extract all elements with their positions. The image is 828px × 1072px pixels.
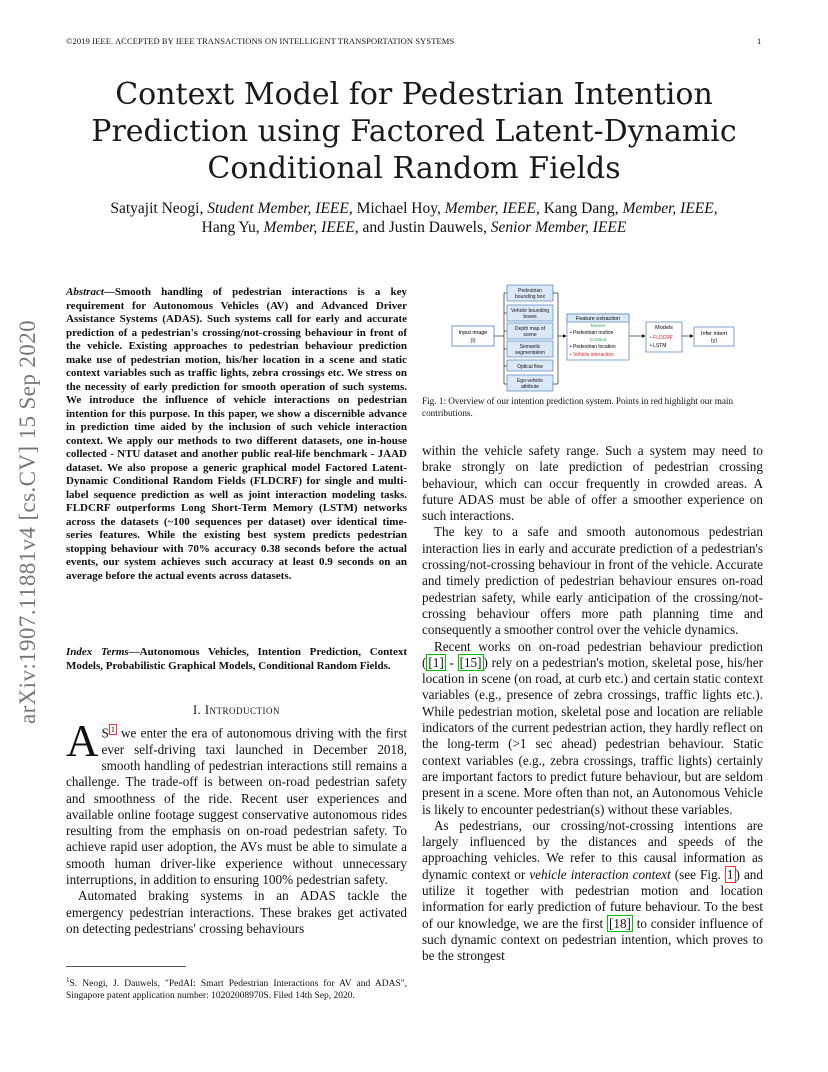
author-name: Michael Hoy, [352, 200, 445, 217]
box-text: boxes [523, 314, 537, 320]
box-text: Semantic [519, 344, 541, 350]
box-text: scene [523, 332, 537, 338]
intro-paragraph-2: Automated braking systems in an ADAS tackle the emergency pedestrian interactions. These brakes get activated on detecting pedestrians' crossing behaviours [66, 888, 407, 936]
section-heading [66, 703, 407, 718]
model-item-2: • LSTM [650, 343, 667, 349]
model-item-1: • FLDCRF [650, 335, 673, 341]
right-paragraph-3 [422, 639, 763, 818]
box-text: attribute [520, 384, 540, 390]
text-run: ) rely on a pedestrian's motion, skeletal pose, his/her location in scene (on road, at curb etc.) and certain static context variables (e.g., presence of zebra crossings, traffic lights etc.). While pedestrian motion, skeletal pose and location are reliable indicators of the current pedestrian action, they hardly reflect on the long-term (>1 sec ahead) pedestrian behaviour. Static context variables (e.g., zebra crossings, traffic lights) certainly are important factors to predict future behaviour, but are seldom present in a scene. More often than not, an Autonomous Vehicle is likely to encounter pedestrian(s) without these variables. [422, 654, 763, 817]
intro-body [66, 716, 407, 937]
page-number: 1 [757, 36, 762, 46]
intro-paragraph-1 [66, 716, 407, 888]
box-text: Depth map of [514, 326, 546, 332]
author-role: Member, IEEE, [263, 219, 359, 236]
box-text: Pedestrian [518, 288, 542, 294]
author-role: Member, IEEE, [622, 200, 718, 217]
infer-intent-sub: (y) [710, 338, 718, 344]
arxiv-stamp [8, 282, 48, 762]
arxiv-stamp-text: arXiv:1907.11881v4 [cs.CV] 15 Sep 2020 [15, 319, 40, 725]
abstract [66, 286, 407, 583]
footnote-mark: 1 [66, 976, 70, 984]
section-title: Introduction [204, 703, 281, 717]
right-paragraph-1: within the vehicle safety range. Such a system may need to brake strongly on late prediction of pedestrian crossing behaviour, which can occur frequently in crowded areas. A future ADAS must be able of offer a smoother experience on such interactions. [422, 443, 763, 524]
feature-extraction-title: Feature extraction [575, 316, 621, 322]
section-number: I. [192, 703, 205, 717]
box-text: segmentation [514, 350, 546, 356]
text-italic: vehicle interaction context [529, 866, 671, 882]
drop-cap-rest: S [101, 725, 109, 741]
text-run: Recent works on on-road pedestrian behaviour prediction ( [422, 638, 763, 670]
figure-link[interactable]: 1 [726, 866, 734, 882]
abstract-lead: Abstract [66, 286, 104, 298]
footnote-text: S. Neogi, J. Dauwels, "PedAI: Smart Pedestrian Interactions for AV and ADAS", Singapore patent application number: 10202008970S. Filed 14th Sep, 2020. [66, 979, 407, 1001]
context-item-1: • Pedestrian location [570, 344, 616, 350]
context-label: Context [589, 338, 607, 343]
right-paragraph-2: The key to a safe and smooth autonomous pedestrian interaction lies in early and accurate prediction of a pedestrian's crossing/not-crossing behaviour in front of the vehicle. Accurate and timely prediction of pedestrian behaviour ensures on-road pedestrian safety, while early anticipation of the crossing/not-crossing behaviour offers more path planning time and consequently a smoother control over the vehicle dynamics. [422, 524, 763, 638]
index-terms-lead: Index Terms [66, 646, 129, 658]
box-text: Vehicle bounding [510, 308, 550, 314]
author-name: Kang Dang, [539, 200, 623, 217]
author-role: Senior Member, IEEE [490, 219, 627, 236]
figure-1 [450, 284, 762, 394]
right-column-body [422, 443, 763, 965]
right-paragraph-4 [422, 818, 763, 965]
box-text: Ego-vehicle [516, 378, 544, 384]
text-run: ) and utilize it together with pedestrian motion and location information for early prediction of future behaviour. To the best of our knowledge, we are the first [422, 866, 763, 931]
footnote-link[interactable]: 1 [110, 725, 115, 734]
title-line-2: Prediction using Factored Latent-Dynamic [91, 114, 737, 149]
input-image-label: Input image [458, 330, 488, 336]
author-list [60, 199, 768, 237]
drop-cap: A [66, 716, 99, 766]
index-terms [66, 646, 407, 673]
citation-link[interactable]: [15] [459, 654, 482, 670]
paper-title [0, 76, 828, 187]
author-role: Student Member, IEEE, [207, 200, 353, 217]
text-run: - [445, 654, 458, 670]
title-line-1: Context Model for Pedestrian Intention [115, 77, 713, 112]
abstract-text: —Smooth handling of pedestrian interactions is a key requirement for Autonomous Vehicles (AV) and Advanced Driver Assistance Systems (ADAS). Such systems call for early and accurate prediction of a pedestrian's crossing/not-crossing behaviour in front of the vehicle. Existing approaches to pedestrian behaviour prediction make use of pedestrian motion, his/her location in a scene and static context variables such as traffic lights, zebra crossings etc. We stress on the necessity of early prediction for smooth operation of such systems. We introduce the influence of vehicle interactions on pedestrian intention for this purpose. In this paper, we show a discernible advance in prediction time aided by the inclusion of such vehicle interaction context. We apply our methods to two different datasets, one in-house collected - NTU dataset and another public real-life benchmark - JAAD dataset. We also propose a generic graphical model Factored Latent-Dynamic Conditional Random Fields (FLDCRF) for single and multi-label sequence prediction as well as joint interaction modeling tasks. FLDCRF outperforms Long Short-Term Memory (LSTM) networks across the datasets (~100 sequences per dataset) over identical time-series features. While the existing best system predicts pedestrian stopping behaviour with 70% accuracy 0.38 seconds before the actual events, our system achieves such accuracy at least 0.9 seconds on an average before the actual events across datasets. [66, 286, 407, 582]
input-image-sub: (I) [470, 338, 476, 344]
motion-item: • Pedestrian motion [570, 330, 614, 336]
author-role: Member, IEEE, [444, 200, 540, 217]
text-run: As pedestrians, our crossing/not-crossing intentions are largely influenced by the distances and speeds of the approaching vehicles. We refer to this causal information as dynamic context or [422, 817, 763, 882]
author-name: and Justin Dauwels, [358, 219, 491, 236]
title-line-3: Conditional Random Fields [207, 151, 621, 186]
running-header: ©2019 IEEE. ACCEPTED BY IEEE TRANSACTIONS ON INTELLIGENT TRANSPORTATION SYSTEMS [66, 36, 455, 46]
pipeline-diagram [450, 284, 762, 394]
models-title: Models [655, 325, 673, 331]
motion-label: Motion [590, 324, 606, 329]
author-name: Hang Yu, [201, 219, 264, 236]
figure-caption: Fig. 1: Overview of our intention prediction system. Points in red highlight our main contributions. [422, 396, 734, 418]
context-item-2: • Vehicle interaction [570, 352, 614, 358]
infer-intent-label: Infer intent [701, 331, 727, 337]
footnote [66, 975, 407, 1002]
intro-text-1: we enter the era of autonomous driving with the first ever self-driving taxi launched in December 2018, smooth handling of pedestrian interactions still remains a challenge. The trade-off is between on-road pedestrian safety and smoothness of the ride. Recent user experiences and available online footage suggest conservative autonomous rides resulting from the emphasis on on-road pedestrian safety. To achieve rapid user adoption, the AVs must be able to simulate a smooth human driver-like experience without unnecessary interruptions, in addition to ensuring 100% pedestrian safety. [66, 725, 407, 888]
box-text: Optical flow [517, 364, 543, 370]
text-run: to consider influence of such dynamic context on pedestrian intention, which proves to be the strongest [422, 915, 763, 964]
citation-link[interactable]: [1] [428, 654, 444, 670]
citation-link[interactable]: [18] [608, 915, 631, 931]
text-run: (see Fig. [670, 866, 725, 882]
index-terms-text: —Autonomous Vehicles, Intention Prediction, Context Models, Probabilistic Graphical Models, Conditional Random Fields. [66, 646, 407, 672]
footnote-rule [66, 966, 186, 967]
box-text: bounding box [514, 294, 546, 300]
author-name: Satyajit Neogi, [110, 200, 208, 217]
